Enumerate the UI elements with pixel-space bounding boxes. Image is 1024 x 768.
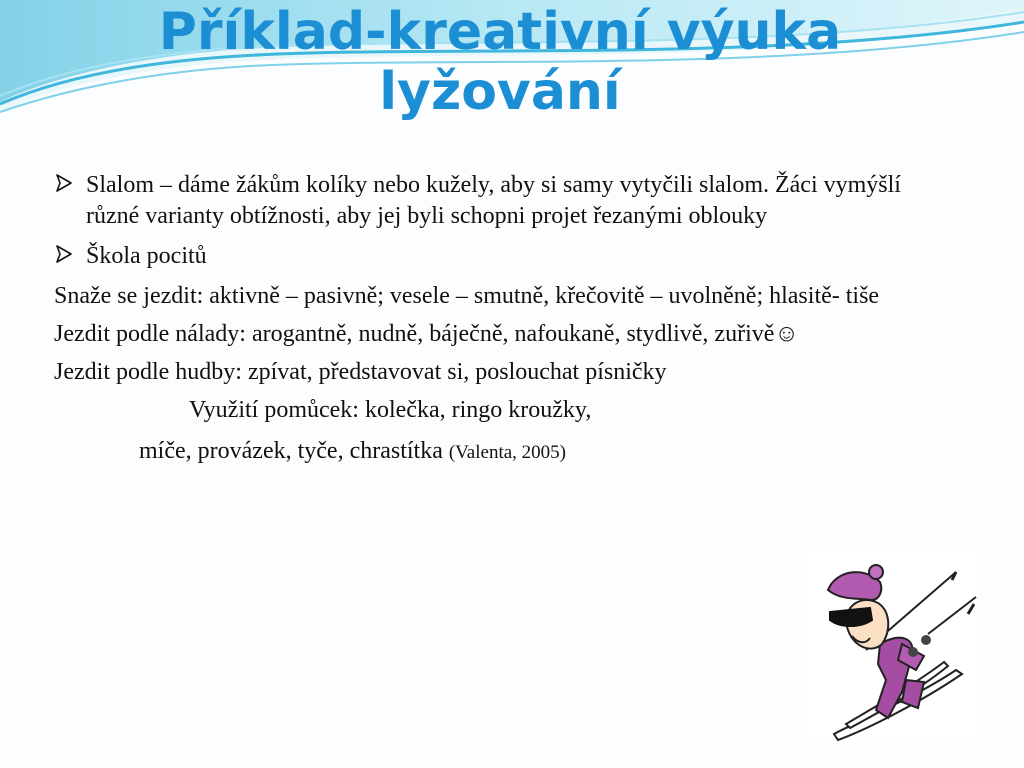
slide-body xyxy=(54,170,954,475)
pomucky-list-text: míče, provázek, tyče, chrastítka xyxy=(139,438,443,464)
paragraph-mice xyxy=(54,436,954,468)
bullet-text-slalom: Slalom – dáme žákům kolíky nebo kužely, aby si samy vytyčili slalom. Žáci vymýšlí různé varianty obtížnosti, aby jej byli schopni projet řezanými oblouky xyxy=(86,172,901,229)
arrow-bullet-icon xyxy=(54,173,74,193)
paragraph-nalady: Jezdit podle nálady: arogantně, nudně, báječně, nafoukaně, stydlivě, zuřivě☺ xyxy=(54,321,799,347)
title-line-2: lyžování xyxy=(379,62,621,122)
skier-clipart-icon xyxy=(806,552,978,742)
title-line-1: Příklad-kreativní výuka xyxy=(158,2,842,62)
bullet-item xyxy=(54,170,954,232)
arrow-bullet-icon xyxy=(54,244,74,264)
paragraph-pomucky: Využití pomůcek: kolečka, ringo kroužky, xyxy=(189,397,592,423)
bullet-text-skola-pocitu: Škola pocitů xyxy=(86,243,207,269)
paragraph-snaze: Snaže se jezdit: aktivně – pasivně; vesele – smutně, křečovitě – uvolněně; hlasitě- tiše xyxy=(54,283,880,309)
bullet-item xyxy=(54,241,954,272)
citation: (Valenta, 2005) xyxy=(448,442,566,463)
paragraph-hudby: Jezdit podle hudby: zpívat, představovat si, poslouchat písničky xyxy=(54,359,667,385)
slide-title xyxy=(0,2,1000,122)
